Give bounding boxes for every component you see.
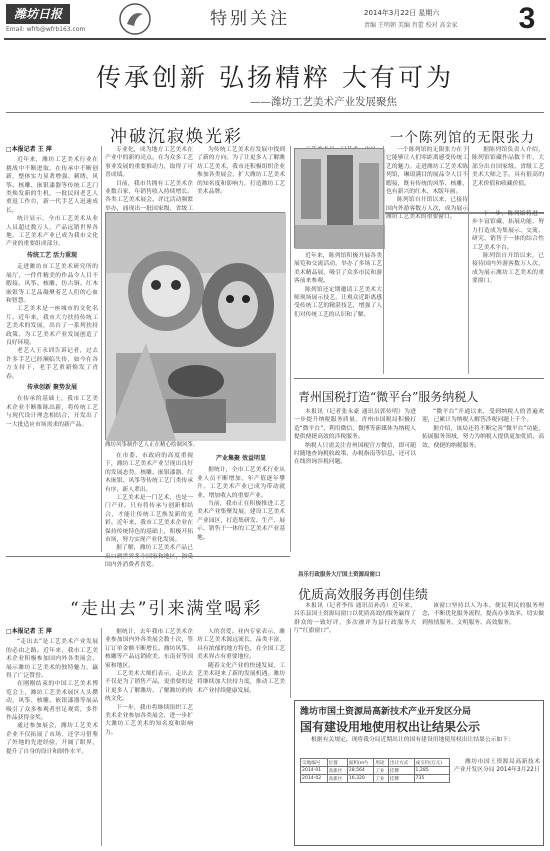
main-headline: 传承创新 弘扬精粹 大有可为 xyxy=(96,63,454,92)
paragraph: 陈列馆自开馆以来，已接待国内外游客数万人次，成为展示潍坊工艺美术的重要窗口。 xyxy=(386,197,468,221)
paragraph: 一个陈列馆的无限张力在于它能够让人们零距离感受传统工艺的魅力。走进潍坊工艺美术陈列馆，琳琅满目的展品令人目不暇接，既有传统的风筝、核雕，也有新兴的红木、木版年画。 xyxy=(386,147,468,196)
table-cell: 高新区 xyxy=(327,775,347,783)
column-divider xyxy=(290,146,291,552)
editor-credits: 责编 王明朝 美编 肖蕾 校对 高金家 xyxy=(364,22,458,29)
paragraph: 走进潍坊市工艺美术研究所的展厅，一件件精美的作品令人目不暇接。风筝、核雕、仿古铜、红木嵌银等工艺品凝聚着艺人们的心血和智慧。 xyxy=(6,264,98,304)
table-cell: 挂牌 xyxy=(388,767,414,775)
newspaper-logo: 潍坊日报 xyxy=(6,4,70,24)
side-article-subtitle: 优质高效服务再创佳绩 xyxy=(298,588,429,603)
notice-title-line-1: 潍坊市国土资源局高新技术产业开发区分局 xyxy=(300,707,472,717)
column-divider xyxy=(101,628,102,846)
paragraph: 在市委、市政府的高度重视下，潍坊工艺美术产业呈现出良好的发展态势。核雕、嵌银漆器、红木嵌银、风筝等传统工艺门类传承有序，新人辈出。 xyxy=(105,453,193,493)
right-story-column-1 xyxy=(386,146,468,374)
lead-column-mid-2 xyxy=(197,452,285,552)
paragraph: 本报讯（记者张永豪 通讯员郭传明）为进一步提升纳税服务质量，青州市国税局积极打造“微平台”，利用微信、微博等新媒体为纳税人提供便捷高效的涉税服务。 xyxy=(294,409,416,441)
table-header-cell: 面积(m²) xyxy=(347,759,373,767)
column-subtitle: 传统工艺 活力重现 xyxy=(26,251,78,259)
paragraph: 统计显示，全市工艺美术从业人员超过数万人，产品远销世界各地，工艺美术产业已成为我市文化产业的重要组成部分。 xyxy=(6,216,98,248)
right-story-column-2 xyxy=(472,146,544,206)
paragraph: 目前，我市共拥有工艺美术企业数百家，年销售收入持续增长。各类工艺美术展会、评比活动频繁举办，涌现出一批国家级、省级工 xyxy=(105,180,193,212)
lower-story-title: “走出去”引来满堂喝彩 xyxy=(70,599,263,619)
left-story-title: 冲破沉寂焕光彩 xyxy=(110,127,243,147)
museum-photo-image xyxy=(295,149,385,249)
table-cell: 工业 xyxy=(374,767,389,775)
paragraph: 据介绍，该局还将不断完善“微平台”功能，拓展服务领域，努力为纳税人提供更加优质、高效、便捷的纳税服务。 xyxy=(422,425,544,449)
paragraph: 工艺美术大师们表示，走出去不仅是为了销售产品，更重要的是让更多人了解潍坊、了解潍坊的传统文化。 xyxy=(105,671,193,703)
lead-column-2-top xyxy=(105,146,193,212)
lead-column-1 xyxy=(6,146,98,552)
right-story-title: 一个陈列馆的无限张力 xyxy=(390,130,535,146)
table-row xyxy=(301,767,450,775)
table-header-cell: 位置 xyxy=(327,759,347,767)
paragraph: 下一步，我市将继续组织工艺美术企业参加各类展会，进一步扩大潍坊工艺美术的知名度和影响力。 xyxy=(105,704,193,736)
lead-column-3-top xyxy=(197,146,285,208)
crane-emblem-icon xyxy=(118,2,152,36)
paragraph: 近年来，陈列馆积极开展各类展览和交流活动，举办了多场工艺美术精品展，吸引了众多市民和游客前来参观。 xyxy=(294,253,382,285)
table-cell: 2014-02 xyxy=(301,775,328,783)
column-divider xyxy=(101,146,102,552)
table-cell: 1,285 xyxy=(414,767,449,775)
column-divider xyxy=(383,146,384,374)
paragraph: 工艺美术是一座城市的文化名片。近年来，我市大力扶持传统工艺美术的发展，出台了一系列扶持政策，为工艺美术产业发展创造了良好环境。 xyxy=(6,306,98,346)
paragraph: 在刚刚结束的中国工艺美术博览会上，潍坊工艺美术展区人头攒动，风筝、核雕、嵌银漆器等展品吸引了众多参观者驻足观赏，多件作品获得金奖。 xyxy=(6,681,98,722)
paragraph: 据了解，潍坊工艺美术产品已 国内外消费者喜爱。 xyxy=(105,545,193,569)
paragraph: 陈列馆自开馆以来，已接待国内外游客数万人次，成为展示潍坊工艺美术的重要窗口。 xyxy=(472,253,544,285)
table-cell: 2014-01 xyxy=(301,767,328,775)
masthead-email: Email: wfrb@wfrb163.com xyxy=(6,26,86,33)
paragraph: “微平台”开通以来，受到纳税人的普遍欢迎，已累计为纳税人解答涉税问题上千个。 xyxy=(422,409,544,424)
side-photo-caption: 昌乐行政服务大厅国土资源局窗口 xyxy=(298,572,381,578)
masthead xyxy=(0,0,550,40)
kite-photo-image xyxy=(106,213,286,441)
paragraph: 人的喜爱。业内专家表示，潍坊工艺美术源远流长，品类丰富，具有浓郁的地方特色，在全国工艺美术界占有重要地位。 xyxy=(197,629,285,661)
table-header-row xyxy=(301,759,450,767)
photo-caption: 潍坊风筝制作艺人正在精心绘制风筝。 xyxy=(105,442,199,448)
paragraph: 据陈列馆负责人介绍，陈列馆馆藏作品数千件，大部分出自国家级、省级工艺美术大师之手，具有很高的艺术价值和收藏价值。 xyxy=(472,147,544,187)
paragraph: 根据有关规定，现将我分局近期出让的国有建设用地使用权出让结果公示如下： xyxy=(311,737,514,743)
paragraph: 专业化，成为地方工艺美术在产业中的新的亮点。在为众多工艺事业发展的重要推动力，取得了可喜成绩。 xyxy=(105,147,193,179)
table-cell: 高新区 xyxy=(327,767,347,775)
notice-title-line-2: 国有建设用地使用权出让结果公示 xyxy=(300,720,481,734)
paragraph: 为传统工艺美术在发展中找到了新的方向。为了让更多人了解潍坊工艺美术，我市还积极组织企业参加各类展会，扩大潍坊工艺美术的知名度和影响力，打造潍坊工艺美术品牌。 xyxy=(197,147,285,196)
table-header-cell: 宗地编号 xyxy=(301,759,328,767)
table-cell: 挂牌 xyxy=(388,775,414,783)
table-cell: 16,320 xyxy=(347,775,373,783)
column-divider xyxy=(290,628,291,698)
right-story-column-4 xyxy=(472,210,544,374)
side-article-column-1 xyxy=(294,408,416,568)
paragraph: 潍坊市国土资源局高新技术产业开发区分局 2014年3月22日 xyxy=(454,759,540,774)
paragraph: 当前，我市正在积极推进工艺美术产业集聚发展，建设工艺美术产业园区，打造集研发、生产、展示、销售于一体的工艺美术产业基地。 xyxy=(197,501,285,541)
notice-side-text xyxy=(454,758,540,842)
table-cell: 28,564 xyxy=(347,767,373,775)
paragraph: 工艺美术是一门艺术，也是一门产业。只有将传承与创新相结合，才能让传统工艺焕发新的光彩。近年来，我市工艺美术企业在保持传统特色的基础上，积极开拓市场，努力实现产业化发展。 xyxy=(105,495,193,544)
side-article-rule xyxy=(294,378,544,379)
section-title: 特别关注 xyxy=(210,9,290,29)
paragraph: 本报讯（记者李伟 通讯员孙涛）近年来，昌乐县国土资源局窗口以优质高效的服务赢得了群众的一致好评，多次被评为县行政服务大厅“红旗窗口”。 xyxy=(294,603,416,635)
lower-column-2 xyxy=(105,628,193,846)
side-article-column-3 xyxy=(294,602,416,694)
headline-rule xyxy=(6,112,544,113)
side-article-title: 青州国税打造“微平台”服务纳税人 xyxy=(298,390,479,404)
table-cell: 735 xyxy=(414,775,449,783)
lower-column-1 xyxy=(6,628,98,846)
column-subtitle: 产业集聚 效益明显 xyxy=(215,455,267,462)
column-divider xyxy=(468,146,469,374)
paragraph: 下一步，陈列馆将进一步丰富馆藏，拓展功能，努力打造成为集展示、交流、研究、销售于一体的综合性工艺美术平台。 xyxy=(472,211,544,251)
paragraph: 该窗口坚持以人为本、便民利民的服务理念，不断优化服务流程，提高办事效率，切实做到热情服务、文明服务、高效服务。 xyxy=(422,603,544,626)
side-article-column-4 xyxy=(422,602,544,694)
main-subhead: ——潍坊工艺美术产业发展聚焦 xyxy=(250,96,397,108)
notice-intro xyxy=(300,736,540,754)
paragraph: 陈列馆还定期邀请工艺美术大师现场展示技艺，让观众近距离感受传统工艺的精湛技艺，增强了人们对传统工艺的认识和了解。 xyxy=(294,286,382,318)
right-story-column-3 xyxy=(294,252,382,374)
museum-photo xyxy=(294,148,384,248)
paragraph: “走出去”是工艺美术产业发展的必由之路。近年来，我市工艺美术企业积极参加国内外各类展会，展示潍坊工艺美术的独特魅力，赢得了广泛赞誉。 xyxy=(6,639,98,680)
lower-column-3 xyxy=(197,628,285,846)
table-header-cell: 成交价(万元) xyxy=(414,759,449,767)
notice-table xyxy=(300,758,450,783)
paragraph: 老艺人王永训告诉记者，过去许多手艺已经濒临失传，如今在各方支持下，老手艺重新焕发了青春。 xyxy=(6,348,98,380)
table-row xyxy=(301,775,450,783)
table-header-cell: 出让方式 xyxy=(388,759,414,767)
paragraph: 通过参加展会，潍坊工艺美术企业不仅拓展了市场，还学习借鉴了外地的先进经验，开阔了眼界，提升了自身的设计和制作水平。 xyxy=(6,723,98,755)
table-header-cell: 用途 xyxy=(374,759,389,767)
column-subtitle: 传承创新 聚势发展 xyxy=(26,383,78,391)
paragraph: 在传承的基础上，我市工艺美术企业不断推陈出新，将传统工艺与现代设计理念相结合，开发出了一大批适应市场需求的新产品。 xyxy=(6,396,98,428)
side-article-column-2 xyxy=(422,408,544,568)
byline: □本报记者 王 萍 xyxy=(6,628,52,635)
lower-story-rule xyxy=(6,556,290,557)
byline: □本报记者 王 萍 xyxy=(6,146,52,153)
paragraph: 据统计，去年我市工艺美术企业参加国内外各类展会数十次，签订订单金额不断增长。潍坊风筝、核雕等产品远销欧美、东南亚等国家和地区。 xyxy=(105,629,193,669)
issue-date: 2014年3月22日 星期六 xyxy=(364,9,440,17)
lead-column-mid-1 xyxy=(105,452,193,569)
page-number: 3 xyxy=(518,2,536,35)
kite-photo xyxy=(105,212,285,440)
paragraph: 随着文化产业的快速发展，工艺美术迎来了新的发展机遇。潍坊将继续加大扶持力度，推动工艺美术产业持续健康发展。 xyxy=(197,662,285,694)
paragraph: 据统计，全市工艺美术行业从业人员不断增加，年产值逐年攀升。工艺美术产业已成为带动就业、增加收入的重要产业。 xyxy=(197,467,285,499)
table-cell: 工业 xyxy=(374,775,389,783)
paragraph: 近年来，潍坊工艺美术行业在挑战中不断进取，在传承中不断创新，整体实力显著增强。刺绣、风筝、核雕、嵌银漆器等传统工艺门类焕发新的生机，一批民间老艺人重返工作台，新一代手艺人迅速成长。 xyxy=(6,157,98,214)
masthead-rule xyxy=(4,38,546,40)
paragraph: 纳税人只需关注青州国税官方微信，即可随时随地查询税收政策、办税指南等信息，还可以在线咨询涉税问题。 xyxy=(294,442,416,466)
